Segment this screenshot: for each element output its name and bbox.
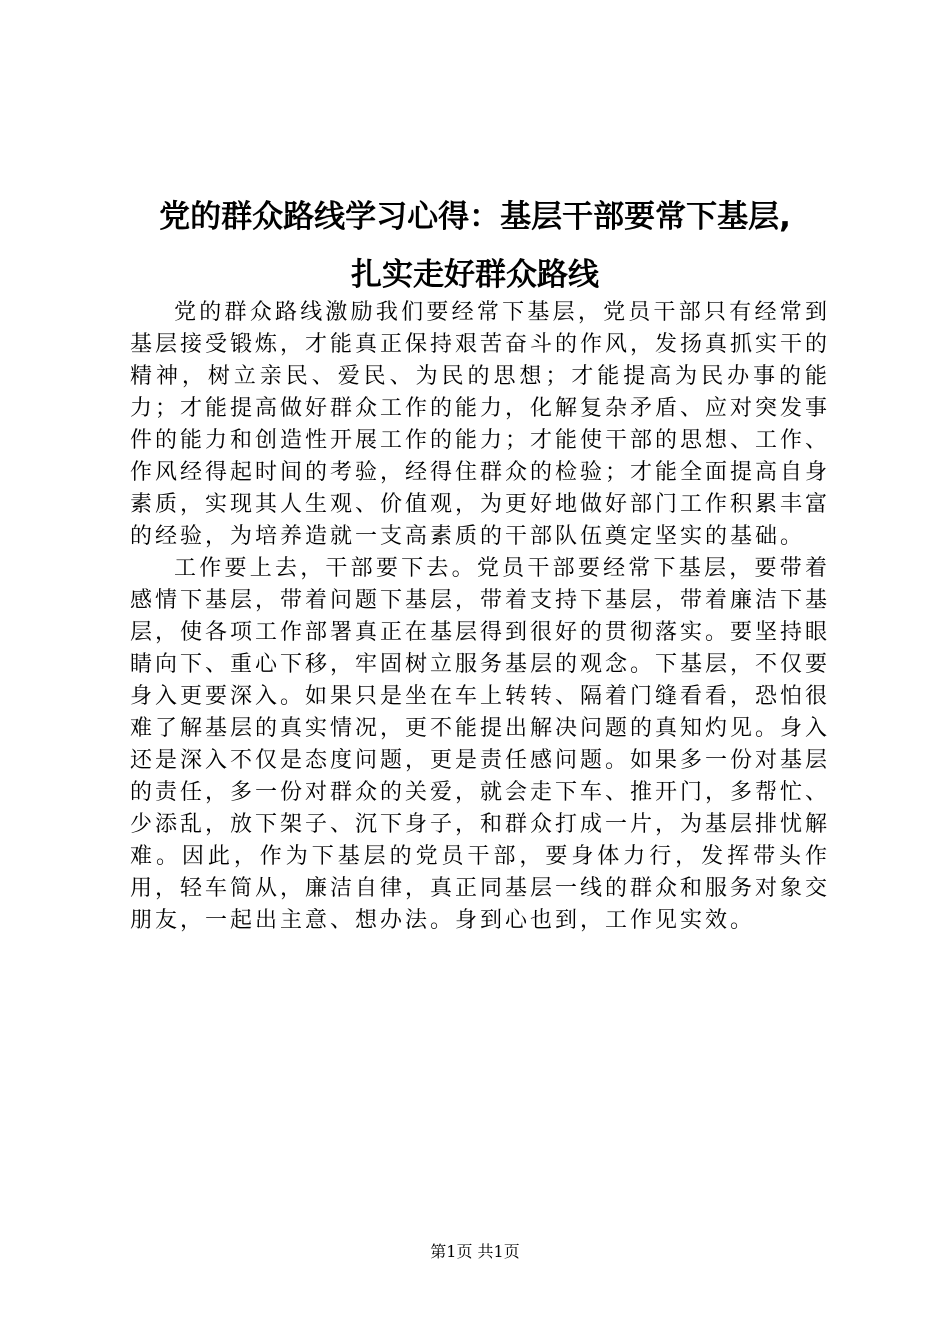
paragraph-2: 工作要上去，干部要下去。党员干部要经常下基层，要带着感情下基层，带着问题下基层，带着支持下基层，带着廉洁下基层，使各项工作部署真正在基层得到很好的贯彻落实。要坚持眼睛向下、重心下移，牢固树立服务基层的观念。下基层，不仅要身入更要深入。如果只是坐在车上转转、隔着门缝看看，恐怕很难了解基层的真实情况，更不能提出解决问题的真知灼见。身入还是深入不仅是态度问题，更是责任感问题。如果多一份对基层的责任，多一份对群众的关爱，就会走下车、推开门，多帮忙、少添乱，放下架子、沉下身子，和群众打成一片，为基层排忧解难。因此，作为下基层的党员干部，要身体力行，发挥带头作用，轻车简从，廉洁自律，真正同基层一线的群众和服务对象交朋友，一起出主意、想办法。身到心也到，工作见实效。	[130, 556, 831, 933]
document-title	[110, 188, 840, 304]
title-line-2: 扎实走好群众路线	[351, 257, 599, 293]
document-body	[130, 297, 830, 937]
title-line-1: 党的群众路线学习心得：基层干部要常下基层,	[159, 199, 791, 235]
page-footer: 第1页 共1页	[430, 1242, 520, 1261]
paragraph-1: 党的群众路线激励我们要经常下基层，党员干部只有经常到基层接受锻炼，才能真正保持艰苦奋斗的作风，发扬真抓实干的精神，树立亲民、爱民、为民的思想；才能提高为民办事的能力；才能提高做好群众工作的能力，化解复杂矛盾、应对突发事件的能力和创造性开展工作的能力；才能使干部的思想、工作、作风经得起时间的考验，经得住群众的检验；才能全面提高自身素质，实现其人生观、价值观，为更好地做好部门工作积累丰富的经验，为培养造就一支高素质的干部队伍奠定坚实的基础。	[130, 300, 831, 549]
